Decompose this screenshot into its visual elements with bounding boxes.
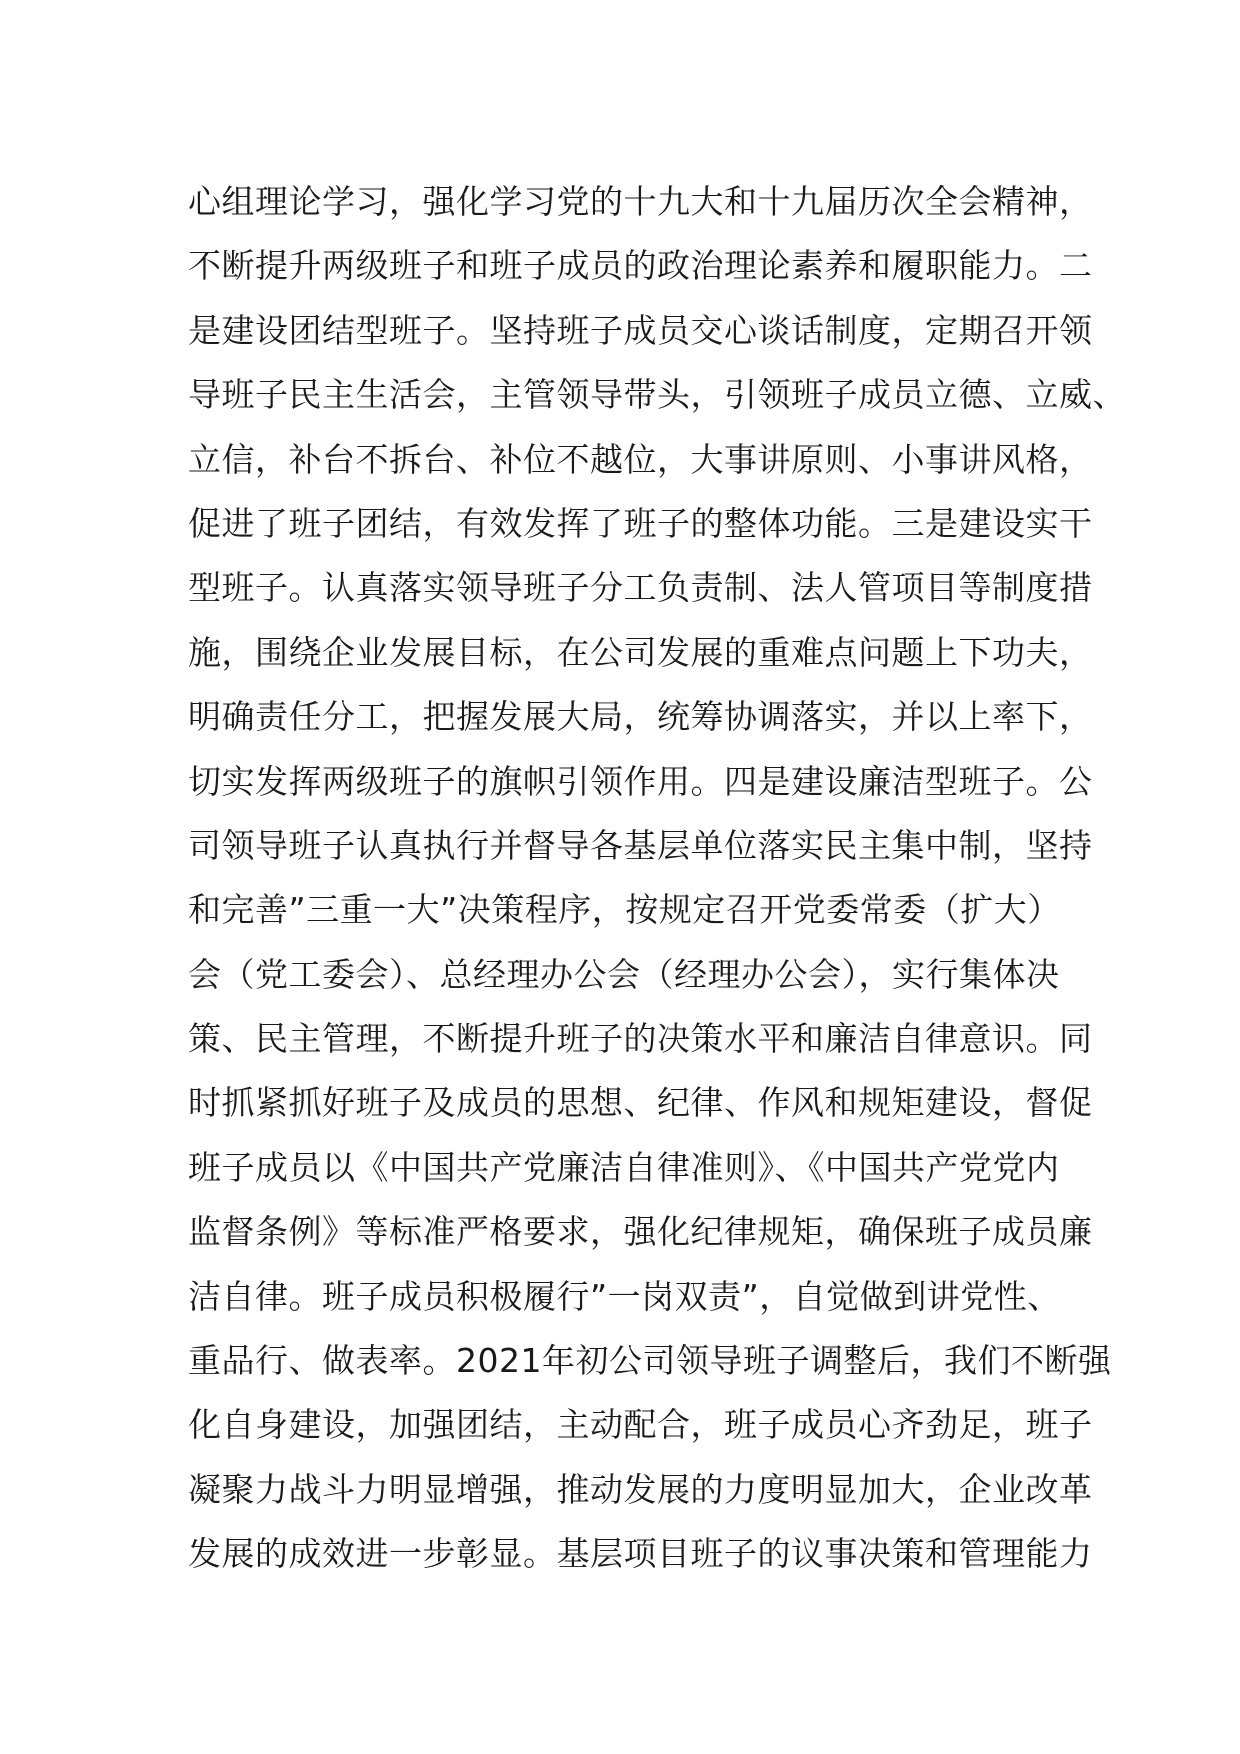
text-line: 策、民主管理，不断提升班子的决策水平和廉洁自律意识。同 <box>188 1019 1093 1059</box>
text-line: 和完善”三重一大”决策程序，按规定召开党委常委（扩大） <box>188 890 1061 930</box>
text-line: 监督条例》等标准严格要求，强化纪律规矩，确保班子成员廉 <box>188 1212 1093 1252</box>
text-line: 凝聚力战斗力明显增强，推动发展的力度明显加大，企业改革 <box>188 1469 1093 1509</box>
text-line: 导班子民主生活会，主管领导带头，引领班子成员立德、立威、 <box>188 375 1126 415</box>
text-line: 促进了班子团结，有效发挥了班子的整体功能。三是建设实干 <box>188 503 1093 543</box>
text-line: 时抓紧抓好班子及成员的思想、纪律、作风和规矩建设，督促 <box>188 1083 1093 1123</box>
body-text <box>188 170 1126 1587</box>
text-line: 明确责任分工，把握发展大局，统筹协调落实，并以上率下， <box>188 697 1093 737</box>
text-line: 切实发挥两级班子的旗帜引领作用。四是建设廉洁型班子。公 <box>188 761 1093 801</box>
text-line: 重品行、做表率。2021年初公司领导班子调整后，我们不断强 <box>188 1341 1112 1381</box>
text-line: 会（党工委会）、总经理办公会（经理办公会），实行集体决 <box>188 954 1060 994</box>
text-line: 型班子。认真落实领导班子分工负责制、法人管项目等制度措 <box>188 568 1093 608</box>
text-line: 化自身建设，加强团结，主动配合，班子成员心齐劲足，班子 <box>188 1405 1093 1445</box>
text-line: 施，围绕企业发展目标，在公司发展的重难点问题上下功夫， <box>188 632 1093 672</box>
text-line: 发展的成效进一步彰显。基层项目班子的议事决策和管理能力 <box>188 1534 1093 1574</box>
text-line: 立信，补台不拆台、补位不越位，大事讲原则、小事讲风格， <box>188 439 1093 479</box>
text-line: 洁自律。班子成员积极履行”一岗双责”，自觉做到讲党性、 <box>188 1276 1061 1316</box>
text-line: 不断提升两级班子和班子成员的政治理论素养和履职能力。二 <box>188 246 1093 286</box>
text-line: 是建设团结型班子。坚持班子成员交心谈话制度，定期召开领 <box>188 310 1093 350</box>
text-line: 心组理论学习，强化学习党的十九大和十九届历次全会精神， <box>188 182 1093 221</box>
text-line: 班子成员以《中国共产党廉洁自律准则》、《中国共产党党内 <box>188 1147 1060 1187</box>
text-line: 司领导班子认真执行并督导各基层单位落实民主集中制，坚持 <box>188 825 1093 865</box>
